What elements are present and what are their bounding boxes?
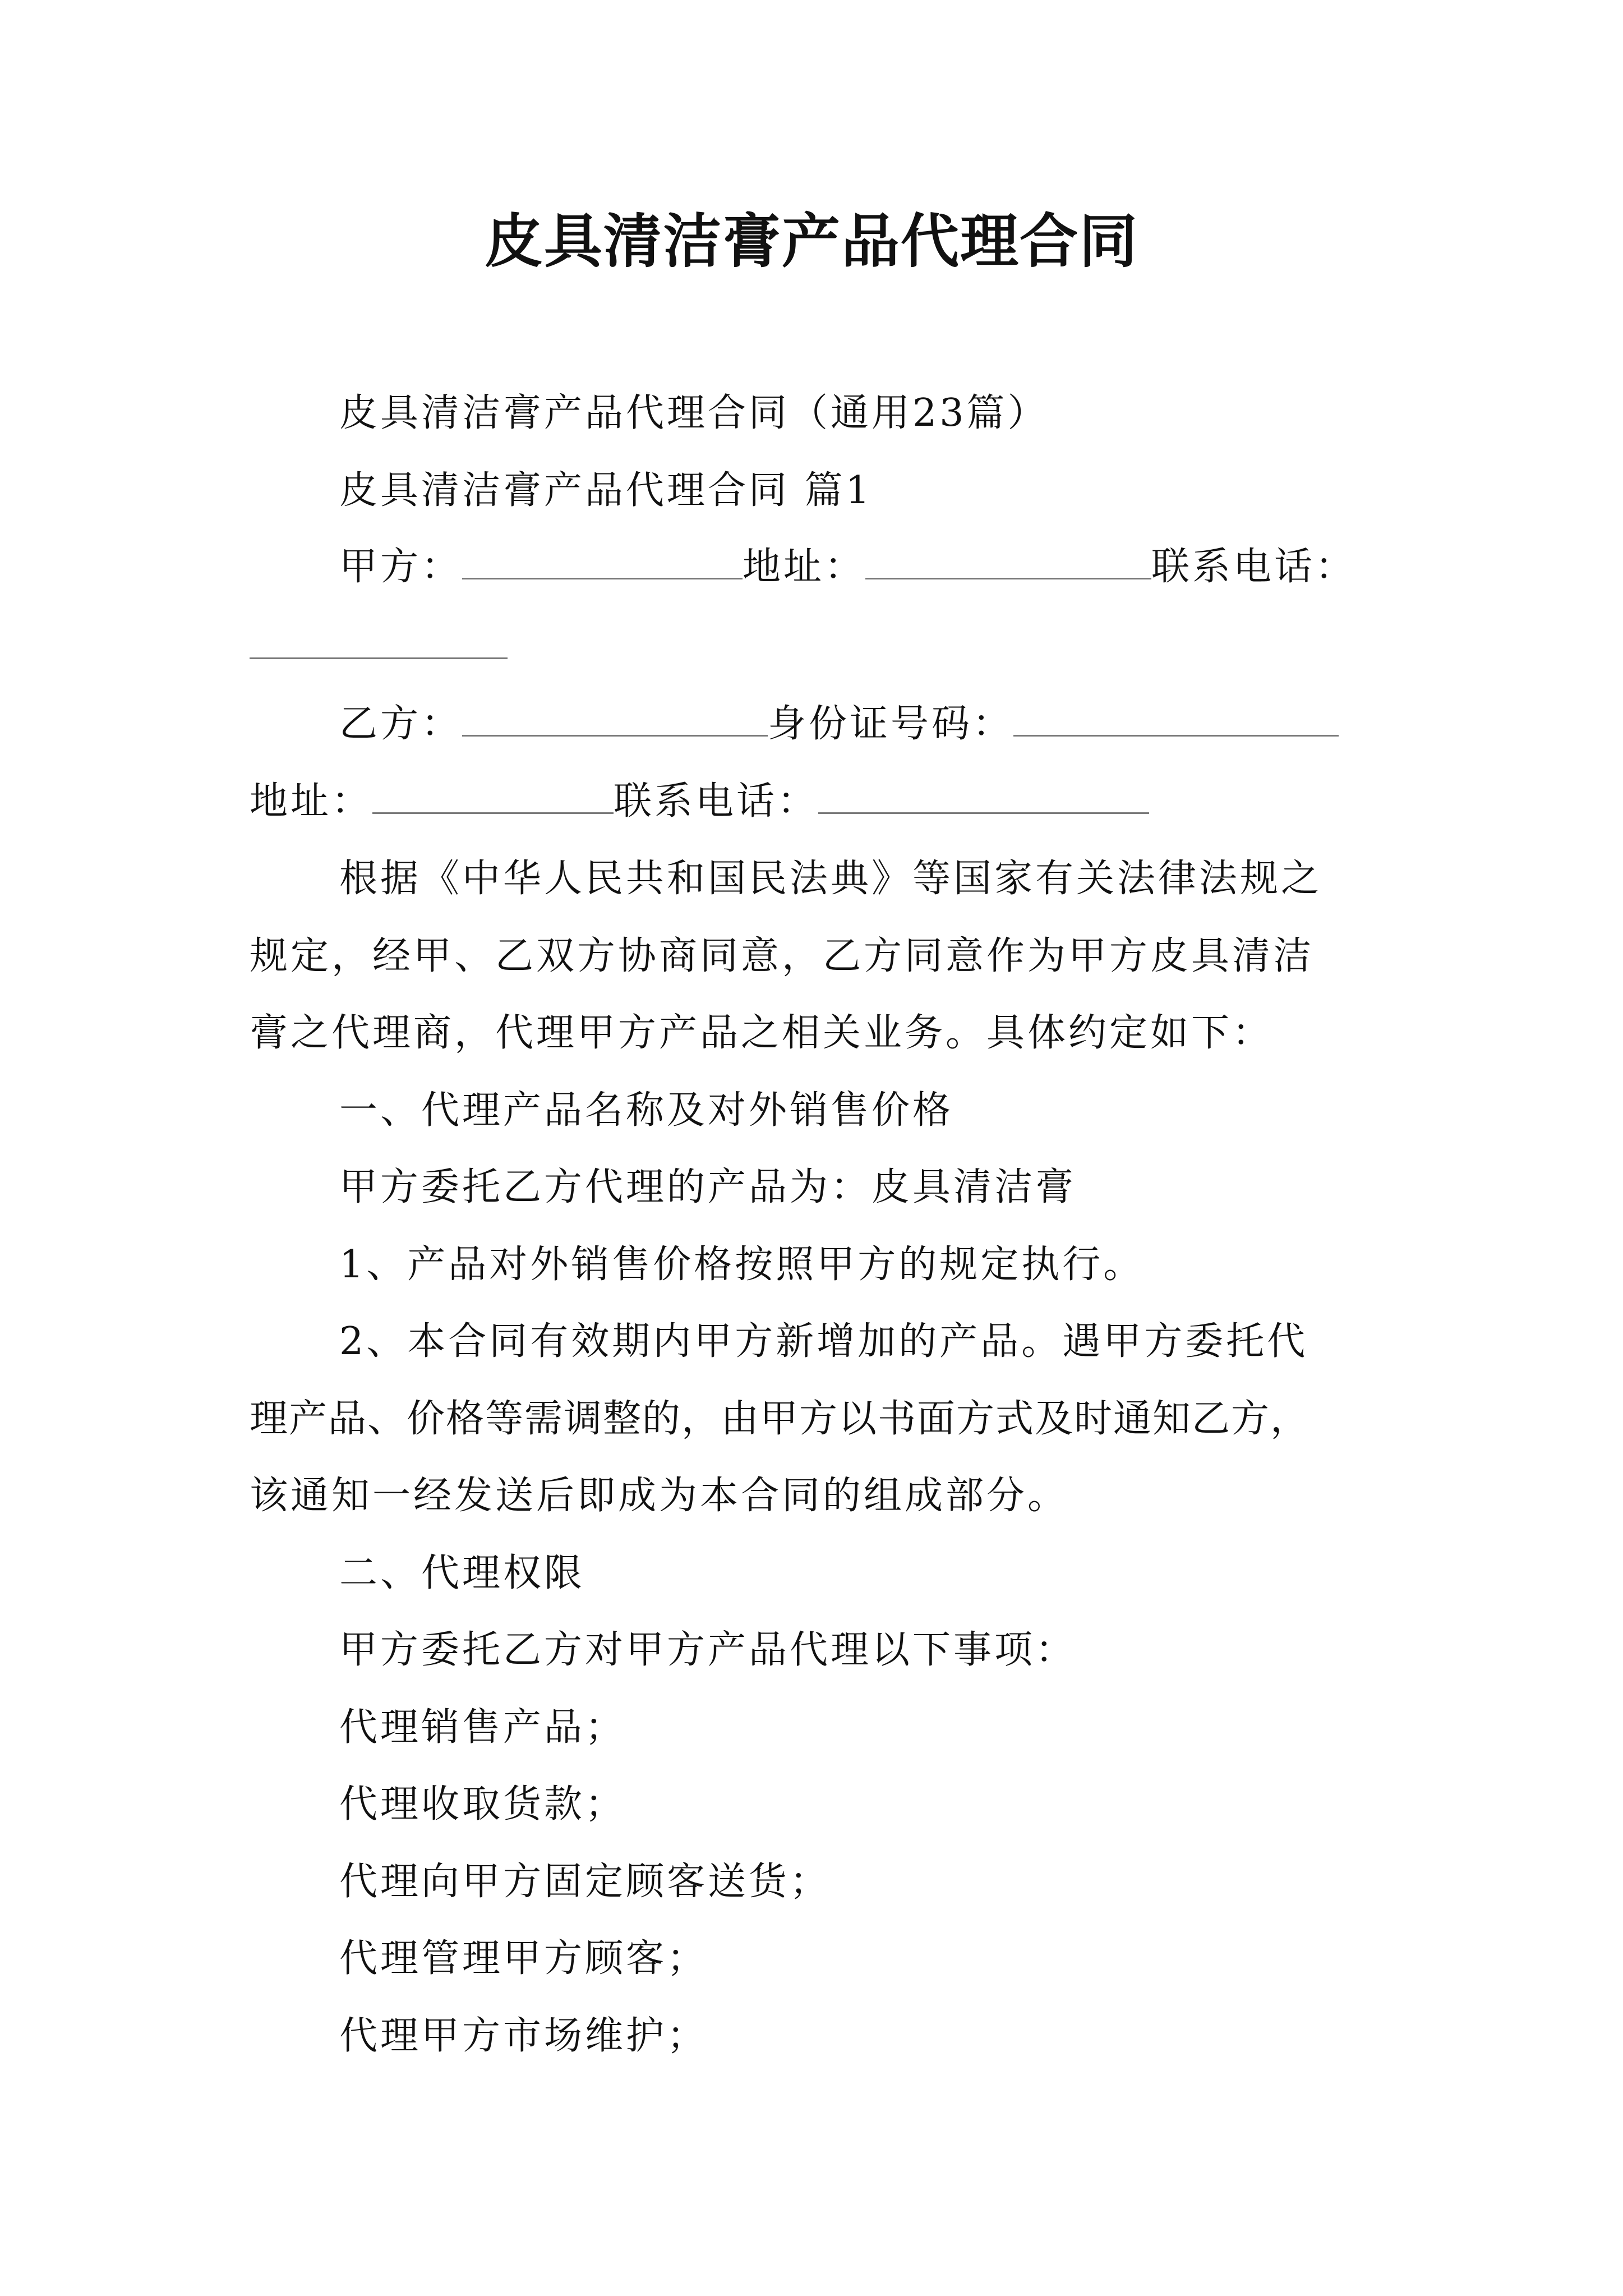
intro-line-3: 膏之代理商，代理甲方产品之相关业务。具体约定如下： [250,1011,1274,1055]
party-a-address-blank [865,545,1151,579]
scope-item: 代理向甲方固定顾客送货； [339,1860,831,1904]
scope-item: 代理甲方市场维护； [339,2014,708,2058]
party-a-phone-label: 联系电话： [1151,545,1357,589]
party-b-name-blank [462,702,768,737]
party-b-label: 乙方： [339,702,463,746]
item-2-line-3: 该通知一经发送后即成为本合同的组成部分。 [250,1474,1069,1518]
party-a-label: 甲方： [339,545,463,589]
party-b-phone-label: 联系电话： [614,779,819,823]
party-b-line [339,699,1339,749]
heading-1: 一、代理产品名称及对外销售价格 [339,1088,954,1133]
party-b-contact-line [250,776,1149,827]
party-a-phone-blank [250,657,508,659]
intro-line-2: 规定，经甲、乙双方协商同意，乙方同意作为甲方皮具清洁 [250,934,1315,978]
scope-intro: 甲方委托乙方对甲方产品代理以下事项： [339,1628,1077,1672]
item-2-line-2: 理产品、价格等需调整的，由甲方以书面方式及时通知乙方， [250,1397,1310,1441]
scope-item: 代理销售产品； [339,1705,626,1750]
product-line: 甲方委托乙方代理的产品为：皮具清洁膏 [339,1165,1077,1209]
intro-line-1: 根据《中华人民共和国民法典》等国家有关法律法规之 [339,857,1322,901]
party-b-address-label: 地址： [250,779,373,823]
party-a-name-blank [462,545,743,579]
party-b-address-blank [372,780,614,814]
scope-item: 代理管理甲方顾客； [339,1936,708,1981]
party-b-phone-blank [818,780,1149,814]
heading-2: 二、代理权限 [339,1551,585,1595]
party-b-id-label: 身份证号码： [768,702,1014,746]
party-a-address-label: 地址： [743,545,866,589]
party-b-id-blank [1013,702,1339,737]
section-heading: 皮具清洁膏产品代理合同 篇1 [339,468,873,513]
scope-item: 代理收取货款； [339,1782,626,1826]
item-2-line-1: 2、本合同有效期内甲方新增加的产品。遇甲方委托代 [339,1319,1308,1364]
item-1: 1、产品对外销售价格按照甲方的规定执行。 [339,1243,1145,1287]
document-title: 皮具清洁膏产品代理合同 [484,207,1138,275]
document-subtitle: 皮具清洁膏产品代理合同（通用23篇） [339,391,1049,435]
party-a-line [339,542,1356,592]
